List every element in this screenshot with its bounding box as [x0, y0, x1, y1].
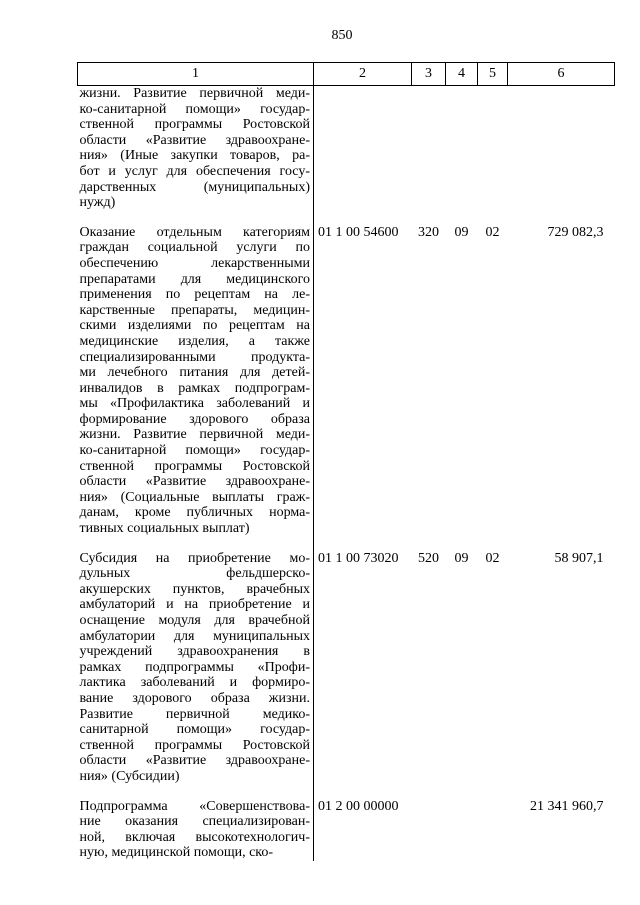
- col-header-5: 5: [478, 63, 508, 86]
- description-line: скими изделиями по рецептам на: [79, 318, 310, 334]
- subsection: 02: [485, 224, 500, 240]
- description-line: вание здорового образа жизни.: [79, 690, 310, 706]
- description-line: области «Развитие здравоохране-: [79, 132, 310, 148]
- description-line: ми лечебного питания для детей-: [79, 365, 310, 381]
- description-line: мы «Профилактика заболеваний и: [79, 396, 310, 412]
- description-line: ния» (Субсидии): [79, 768, 180, 784]
- description-line: жизни. Развитие первичной меди-: [79, 427, 310, 443]
- table-row: [78, 551, 615, 785]
- subsection: [478, 799, 508, 861]
- description-line: ния» (Социальные выплаты граж-: [79, 489, 310, 505]
- description-line: ственной программы Ростовской: [79, 458, 310, 474]
- budget-table: [77, 62, 615, 861]
- description-line: ственной программы Ростовской: [79, 117, 310, 133]
- description-line: лактика заболеваний и формиро-: [79, 675, 310, 691]
- description-line: области «Развитие здравоохране-: [79, 753, 310, 769]
- expense-type: 520: [418, 550, 439, 566]
- description-line: ко-санитарной помощи» государ-: [79, 101, 310, 117]
- description-line: амбулаторий и на приобретение и: [79, 597, 310, 613]
- description-line: препаратами для медицинского: [79, 271, 310, 287]
- description-line: амбулатории для муниципальных: [79, 628, 310, 644]
- expense-type: [412, 86, 446, 211]
- row-spacer: [78, 785, 615, 799]
- amount: 21 341 960,7: [530, 798, 604, 814]
- description-line: тивных социальных выплат): [79, 521, 250, 537]
- description-line: дарственных (муниципальных): [79, 179, 310, 195]
- description-line: области «Развитие здравоохране-: [79, 474, 310, 490]
- table-body: [78, 86, 615, 861]
- expense-type: 320: [418, 224, 439, 240]
- description-line: рамках подпрограммы «Профи-: [79, 659, 310, 675]
- description-line: обеспечению лекарственными: [79, 255, 310, 271]
- description-line: применения по рецептам на ле-: [79, 287, 310, 303]
- table-header-row: [78, 63, 615, 86]
- col-header-6: 6: [508, 63, 615, 86]
- col-header-3: 3: [412, 63, 446, 86]
- description-line: акушерских пунктов, врачебных: [79, 581, 310, 597]
- description-line: Оказание отдельным категориям: [79, 224, 310, 240]
- description-line: жизни. Развитие первичной меди-: [79, 86, 310, 101]
- col-header-1: 1: [78, 63, 314, 86]
- description-line: учреждений здравоохранения в: [79, 644, 310, 660]
- amount: [508, 86, 615, 211]
- description-line: оснащение модуля для врачебной: [79, 613, 310, 628]
- section: 09: [454, 224, 469, 240]
- description-line: карственные препараты, медицин-: [79, 302, 310, 318]
- description-line: инвалидов в рамках подпрограм-: [79, 380, 310, 396]
- budget-code: 01 1 00 54600: [318, 224, 399, 240]
- row-description: [78, 799, 314, 861]
- page-number: 850: [331, 28, 353, 43]
- expense-type: [412, 799, 446, 861]
- budget-code: [314, 86, 412, 211]
- row-description: [78, 551, 314, 785]
- description-line: граждан социальной услуги по: [79, 240, 310, 256]
- description-line: санитарной помощи» государ-: [79, 722, 310, 738]
- description-line: формирование здорового образа: [79, 411, 310, 427]
- description-line: медицинские изделия, а также: [79, 333, 310, 349]
- col-header-4: 4: [446, 63, 478, 86]
- description-line: ние оказания специализирован-: [79, 814, 310, 830]
- table-row: [78, 86, 615, 211]
- description-line: ственной программы Ростовской: [79, 737, 310, 753]
- section: 09: [454, 550, 469, 566]
- description-line: бот и услуг для обеспечения госу-: [79, 163, 310, 179]
- row-description: [78, 225, 314, 537]
- description-line: нужд): [79, 195, 116, 211]
- subsection: [478, 86, 508, 211]
- budget-code: 01 1 00 73020: [318, 550, 399, 566]
- description-line: Развитие первичной медико-: [79, 706, 310, 722]
- section: [446, 86, 478, 211]
- description-line: специализированными продукта-: [79, 349, 310, 365]
- amount: 729 082,3: [547, 224, 604, 240]
- subsection: 02: [485, 550, 500, 566]
- description-line: данам, кроме публичных норма-: [79, 505, 310, 521]
- row-spacer: [78, 211, 615, 225]
- col-header-2: 2: [314, 63, 412, 86]
- section: [446, 799, 478, 861]
- table-row: [78, 799, 615, 861]
- description-line: ную, медицинской помощи, ско-: [79, 845, 274, 861]
- description-line: дульных фельдшерско-: [79, 566, 310, 582]
- description-line: ной, включая высокотехнологич-: [79, 829, 310, 845]
- description-line: Субсидия на приобретение мо-: [79, 550, 310, 566]
- amount: 58 907,1: [554, 550, 604, 566]
- description-line: Подпрограмма «Совершенствова-: [79, 798, 310, 814]
- description-line: ко-санитарной помощи» государ-: [79, 443, 310, 459]
- description-line: ния» (Иные закупки товаров, ра-: [79, 148, 310, 164]
- row-description: [78, 86, 314, 211]
- row-spacer: [78, 537, 615, 551]
- budget-code: 01 2 00 00000: [318, 798, 399, 814]
- table-row: [78, 225, 615, 537]
